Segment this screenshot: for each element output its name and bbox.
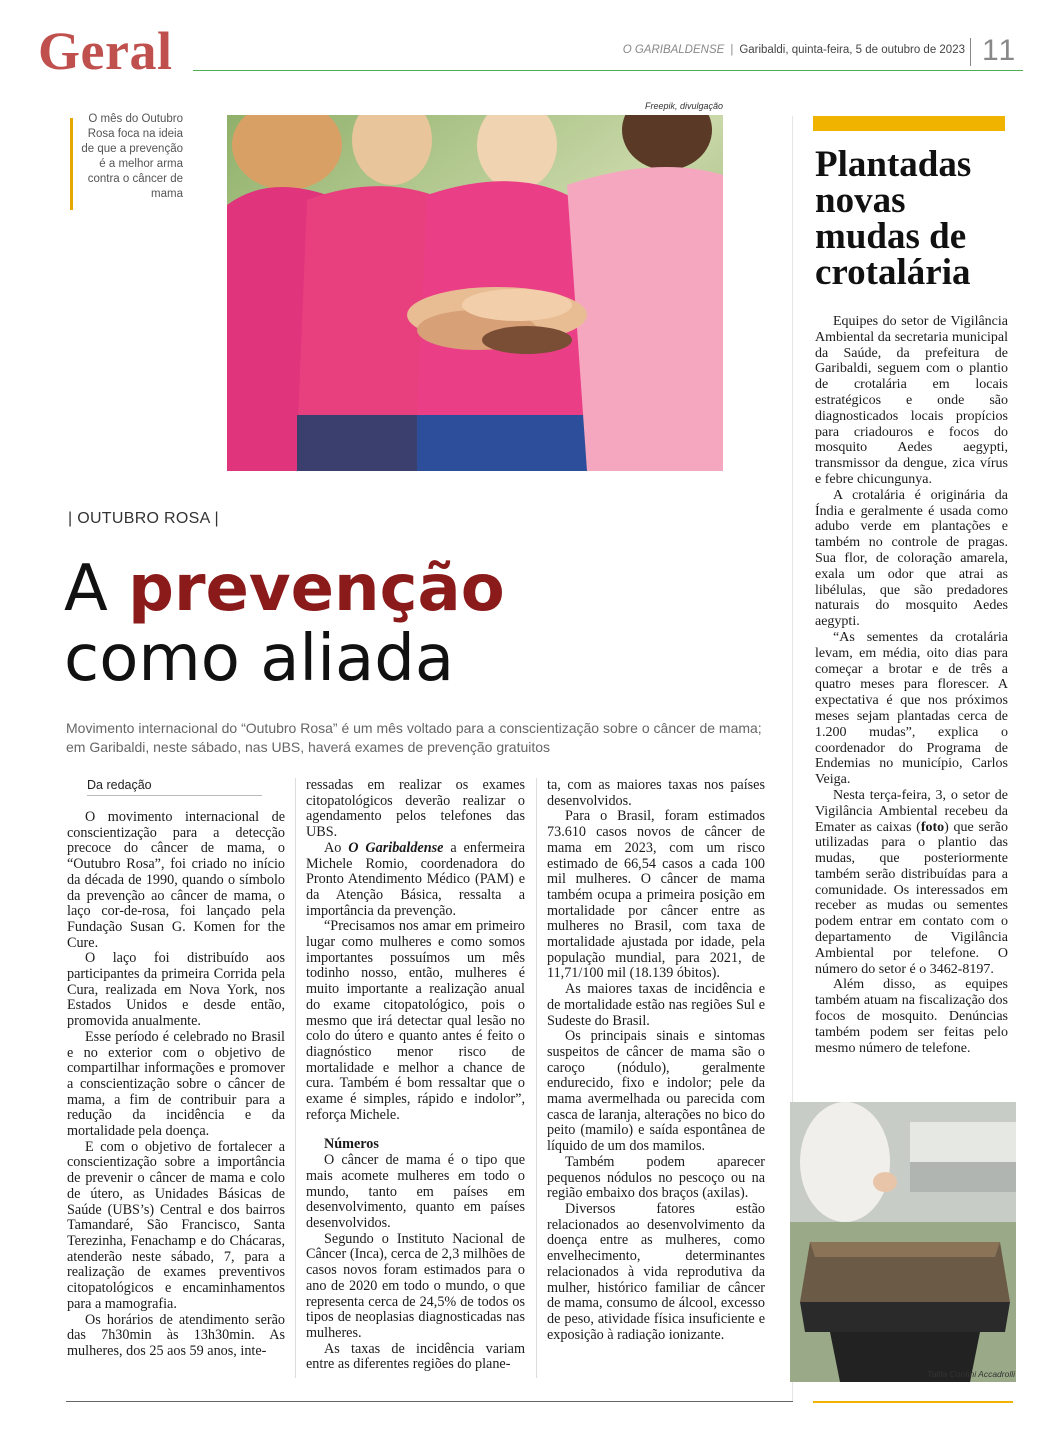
paragraph: ta, com as maiores taxas nos países desenvolvidos.: [547, 777, 765, 809]
footer-rule: [66, 1401, 793, 1402]
text-fragment: Nesta terça-feira, 3, o setor de Vigilância Ambiental recebeu da Emater as caixas (: [815, 787, 1008, 835]
paragraph: E com o objetivo de fortalecer a conscientização sobre a importância de prevenir o câncer de mama e colo de útero, as Unidades Básicas de Saúde (UBS’s) Central e dos bairros Tamandaré, São Francisco, Santa Terezinha, Fenachamp e do Chácaras, atenderão neste sábado, 7, para a realização de exames preventivos citopatológicos e encaminhamentos para a mamografia.: [67, 1138, 285, 1312]
article-column-1: [67, 810, 285, 1360]
paragraph: Segundo o Instituto Nacional de Câncer (Inca), cerca de 2,3 milhões de casos novos foram estimados para o ano de 2020 em todo o mundo, o que representa cerca de 24,5% de todos os tipos de neoplasias diagnosticadas nas mulheres.: [306, 1230, 525, 1341]
paragraph: Diversos fatores estão relacionados ao desenvolvimento da doença entre as mulheres, como envelhecimento, determinantes relacionados à vida reprodutiva da mulher, histórico familiar de câncer de mama, consumo de álcool, excesso de peso, atividade física insuficiente e exposição à radiação ionizante.: [547, 1200, 765, 1343]
paragraph: Também podem aparecer pequenos nódulos no pescoço ou na região embaixo dos braços (axilas).: [547, 1153, 765, 1202]
paragraph: Os principais sinais e sintomas suspeitos de câncer de mama são o caroço (nódulo), geralmente endurecido, fixo e indolor; pele da mama avermelhada ou parecida com casca de laranja, alterações no bico do peito (mamilo) e saída espontânea de líquido de um dos mamilos.: [547, 1028, 765, 1155]
sidebar-bottom-rule: [813, 1401, 1013, 1403]
sidebar-accent-bar: [813, 116, 1005, 131]
column-divider: [295, 778, 296, 1378]
header-rule: [193, 70, 1023, 71]
paragraph: A crotalária é originária da Índia e geralmente é usada como adubo verde em plantações e também no controle de pragas. Sua flor, de coloração amarela, exala um odor que atrai as libélulas, que são predadores naturais do mosquito Aedes aegypti.: [815, 487, 1008, 630]
byline-rule: [87, 795, 262, 796]
paragraph: As maiores taxas de incidência e de mortalidade estão nas regiões Sul e Sudeste do Brasil.: [547, 981, 765, 1029]
headline-part2: como aliada: [64, 622, 455, 696]
page-number: 11: [982, 34, 1018, 67]
page-number-divider: [970, 38, 971, 66]
article-column-2: [306, 778, 525, 1373]
section-title: Geral: [38, 21, 173, 81]
main-photo-women-hands: [227, 115, 723, 471]
headline-part1: A: [64, 552, 129, 626]
paragraph: O laço foi distribuído aos participantes da primeira Corrida pela Cura, realizada em Nova York, nos Estados Unidos e desde então, promovida anualmente.: [67, 950, 285, 1030]
paragraph: O movimento internacional de conscientização para a detecção precoce do câncer de mama, o “Outubro Rosa”, foi criado no início da década de 1990, quando o símbolo da prevenção ao câncer de mama, o laço cor-de-rosa, foi lançado pela Fundação Susan G. Komen for the Cure.: [67, 809, 285, 951]
sidebar-body: [815, 314, 1008, 1056]
sidebar-photo-seedling-tray: [790, 1102, 1016, 1382]
photo-caption: O mês do Outubro Rosa foca na ideia de que a prevenção é a melhor arma contra o câncer de mama: [81, 113, 183, 200]
paragraph: “As sementes da crotalária levam, em média, oito dias para começar a brotar e de três a quatro meses para florescer. A expectativa é que nos próximos meses sejam plantadas cerca de 1.200 mudas”, explica o coordenador do Programa de Endemias no município, Carlos Veiga.: [815, 629, 1008, 788]
text-fragment: ) que serão utilizadas para o plantio das mudas, que posteriormente também serão distribuídas para a comunidade. Os interessados em receber as mudas ou sementes podem entrar em contato com o departamento de Vigilância Ambiental por telefone. O número do setor é o 3462-8197.: [815, 819, 1008, 977]
text-fragment: a enfermeira Michele Romio, coordenadora do Pronto Atendimento Médico (PAM) e da Atenção Básica, ressalta a importância da prevenção.: [306, 839, 525, 919]
text-fragment-bold: foto: [920, 819, 945, 835]
paragraph: O câncer de mama é o tipo que mais acomete mulheres em todo o mundo, tanto em países em desenvolvimento, quanto em países desenvolvidos.: [306, 1152, 525, 1231]
newspaper-name: O GARIBALDENSE: [622, 44, 725, 56]
dateline: Garibaldi, quinta-feira, 5 de outubro de 2023: [739, 44, 965, 56]
paragraph: Esse período é celebrado no Brasil e no exterior com o objetivo de compartilhar informações e promover a conscientização sobre o câncer de mama, a fim de contribuir para a redução da incidência e da mortalidade pela doença.: [67, 1028, 285, 1140]
headline-accent: prevenção: [128, 552, 505, 626]
paragraph: ressadas em realizar os exames citopatológicos deverão realizar o agendamento pelos telefones das UBS.: [306, 777, 525, 841]
section-subhead: Números: [324, 1136, 379, 1153]
paragraph: Para o Brasil, foram estimados 73.610 casos novos de câncer de mama em 2023, com um risco estimado de 66,54 casos a cada 100 mil mulheres. O câncer de mama também ocupa a primeira posição em mortalidade por câncer entre as mulheres no Brasil, com taxa de mortalidade ajustada por idade, pela população mundial, para 2021, de 11,71/100 mil (18.139 óbitos).: [547, 808, 765, 982]
subheadline: Movimento internacional do “Outubro Rosa” é um mês voltado para a conscientização sobre o câncer de mama; em Garibaldi, neste sábado, nas UBS, haverá exames de prevenção gratuitos: [66, 720, 762, 755]
sidebar-title: Plantadas novas mudas de crotalária: [815, 144, 972, 293]
text-fragment: Ao: [324, 839, 349, 856]
photo-credit: Freepik, divulgação: [644, 101, 723, 111]
paragraph: [815, 788, 1008, 978]
column-divider: [536, 778, 537, 1378]
paragraph: Além disso, as equipes também atuam na fiscalização dos focos de mosquito. Denúncias também podem ser feitas pelo mesmo número de telefone.: [815, 977, 1008, 1056]
caption-accent-bar: [70, 118, 73, 210]
paragraph: Equipes do setor de Vigilância Ambiental da secretaria municipal da Saúde, da prefeitura de Garibaldi, seguem com o plantio de crotalária em locais estratégicos e onde são diagnosticados locais propícios para criadouros e focos do mosquito Aedes aegypti, transmissor da dengue, zica vírus e febre chicungunya.: [815, 314, 1008, 487]
kicker: | OUTUBRO ROSA |: [68, 510, 219, 527]
sidebar-photo-credit: Talita Contini Accadrolli: [927, 1369, 1015, 1379]
byline: Da redação: [87, 778, 152, 792]
article-column-3: [547, 778, 765, 1343]
paragraph: Os horários de atendimento serão das 7h30min às 13h30min. As mulheres, dos 25 aos 59 anos, inte-: [67, 1311, 285, 1359]
masthead: O GARIBALDENSE | Garibaldi, quinta-feira, 5 de outubro de 2023: [622, 44, 965, 56]
paragraph: As taxas de incidência variam entre as diferentes regiões do plane-: [306, 1340, 525, 1373]
newspaper-name-inline: O Garibaldense: [348, 839, 444, 856]
headline: [64, 554, 764, 694]
paragraph: “Precisamos nos amar em primeiro lugar como mulheres e como somos importantes possuímos um mês todinho nosso, então, mulheres é muito importante a realização anual do exame citopatológico, pois o mesmo que irá detectar qual lesão no colo do útero e quanto antes é feito o diagnóstico menor risco de mortalidade e melhor a chance de cura. Também é bom ressaltar que o exame é simples, rápido e indolor”, reforça Michele.: [306, 918, 525, 1123]
paragraph: [306, 841, 525, 920]
